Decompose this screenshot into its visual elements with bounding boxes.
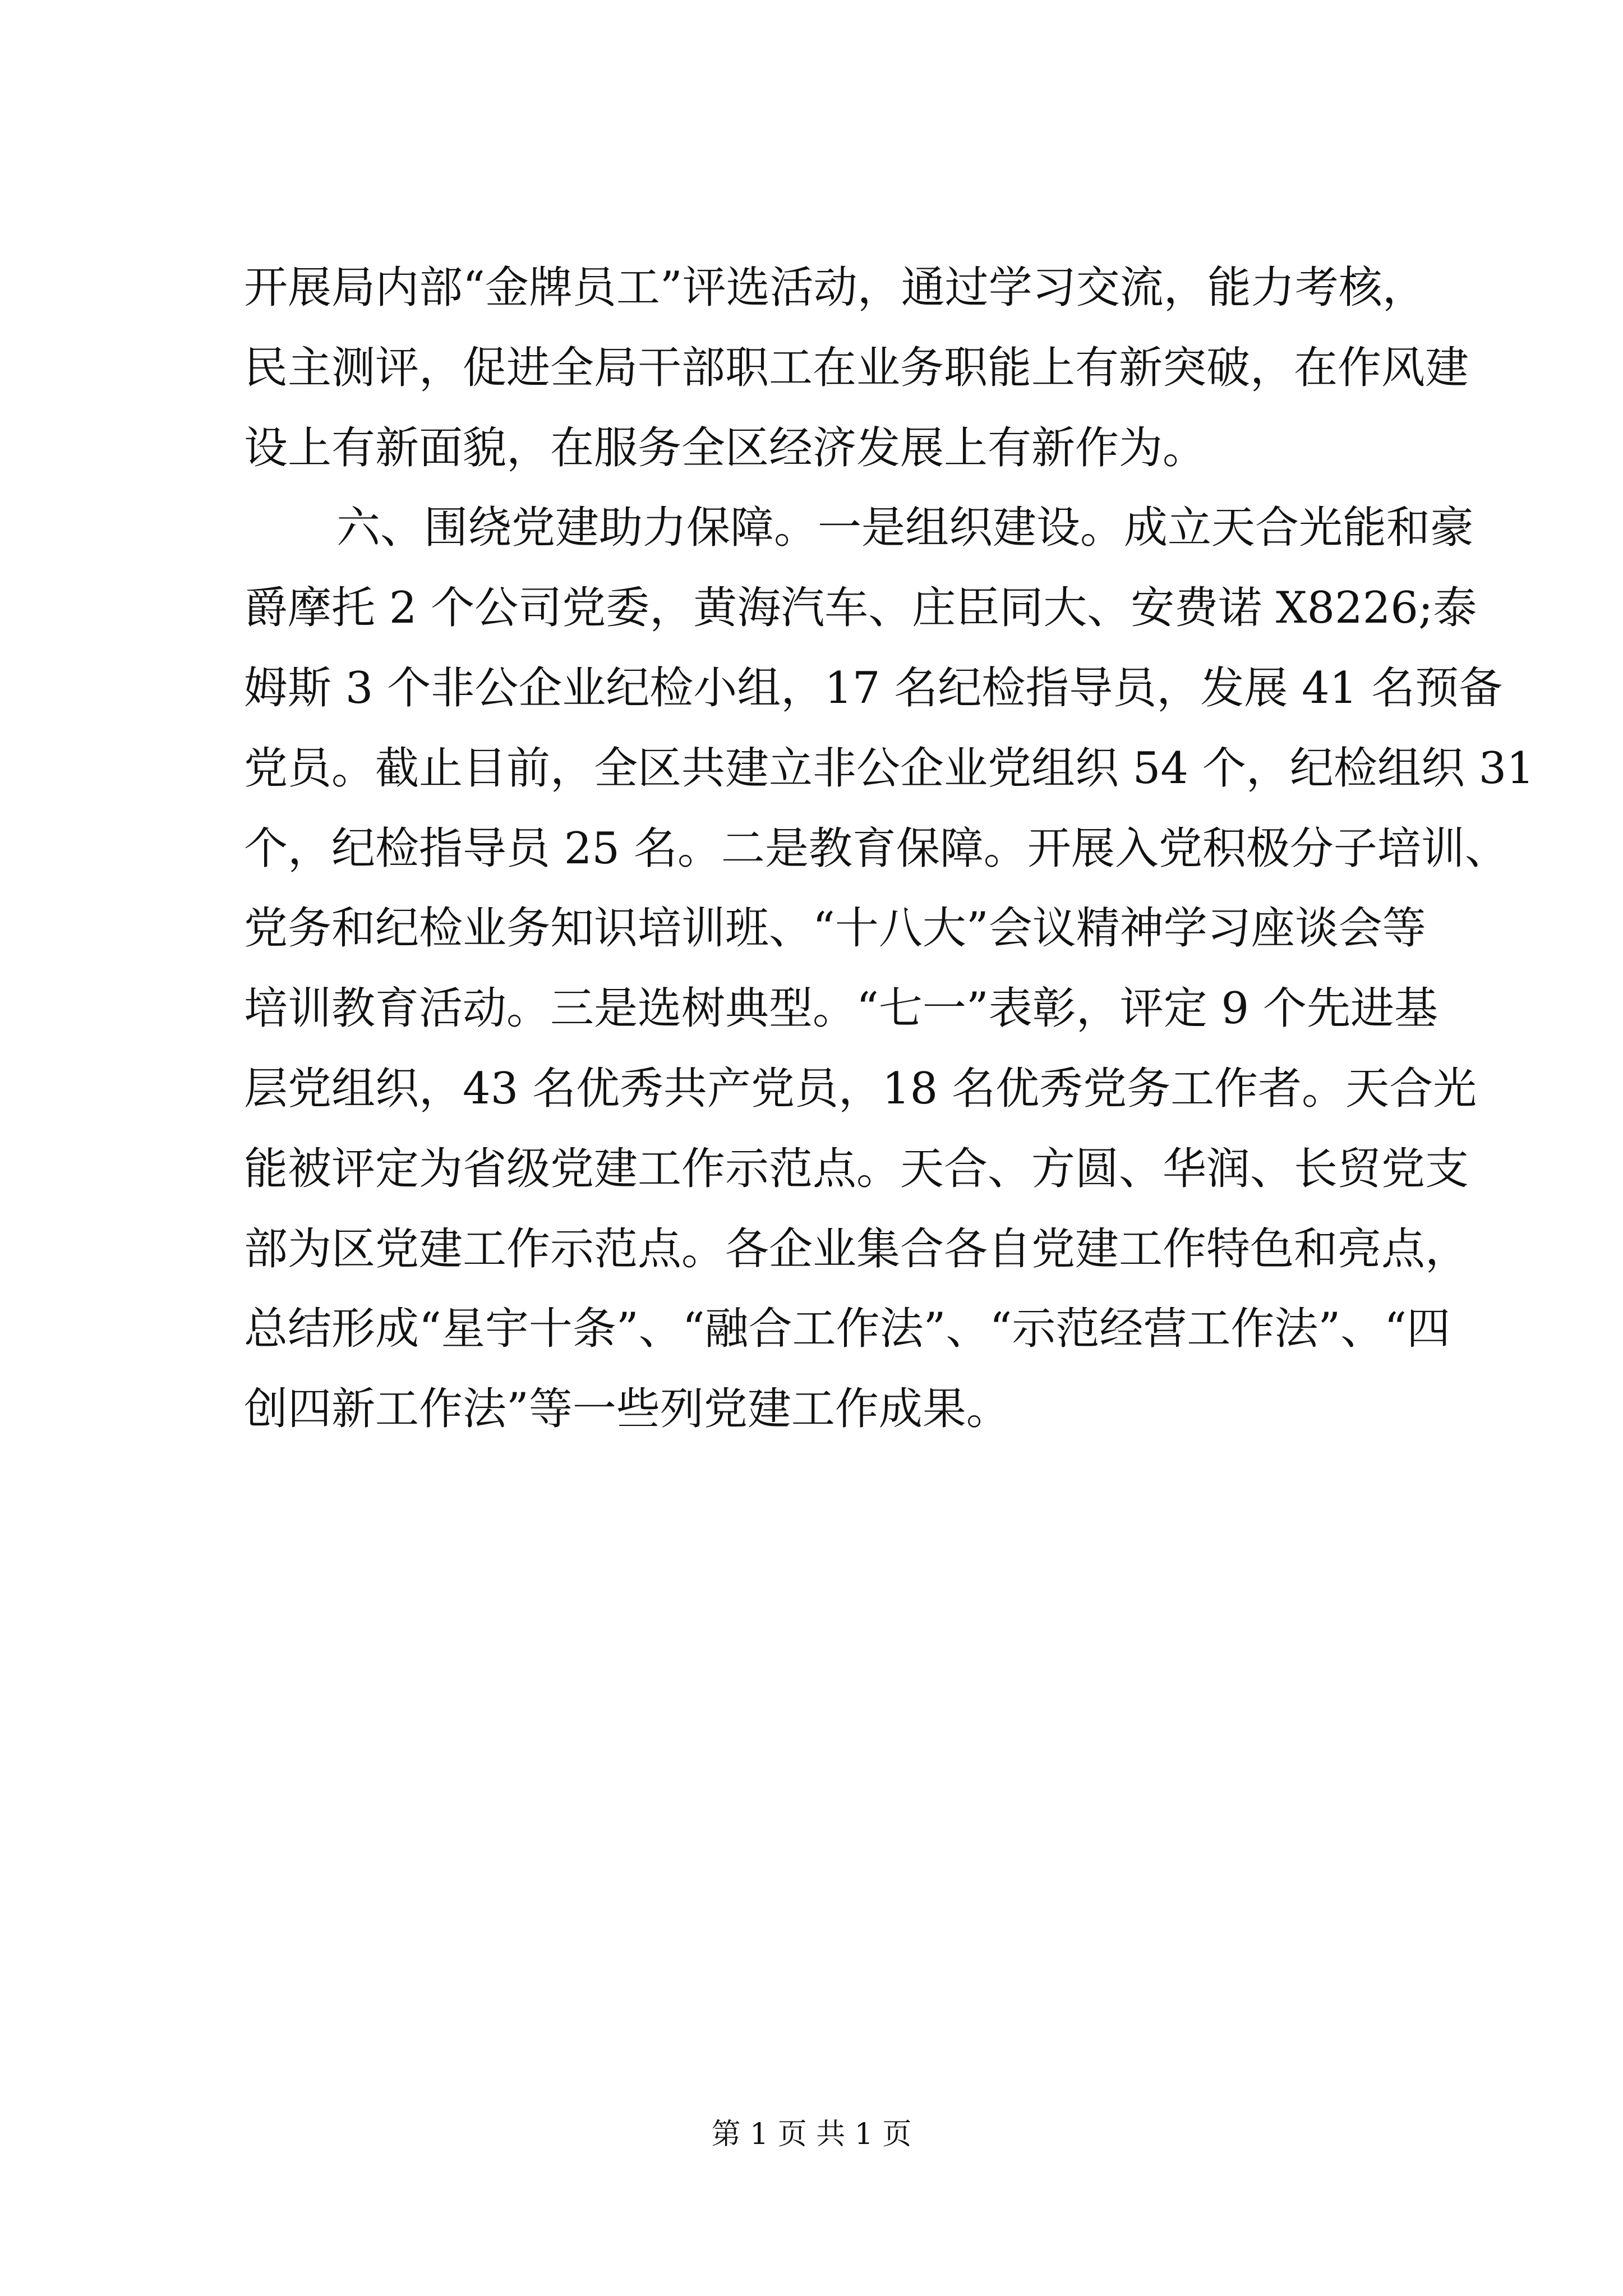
text-line: 个，纪检指导员 25 名。二是教育保障。开展入党积极分子培训、 <box>244 823 1509 874</box>
text-line: 爵摩托 2 个公司党委，黄海汽车、庄臣同大、安费诺 X8226;泰 <box>244 583 1477 634</box>
text-line: 民主测评，促进全局干部职工在业务职能上有新突破，在作风建 <box>244 342 1469 393</box>
body-text <box>244 248 1534 1450</box>
text-line: 党务和纪检业务知识培训班、“十八大”会议精神学习座谈会等 <box>244 903 1426 954</box>
text-line: 部为区党建工作示范点。各企业集合各自党建工作特色和亮点， <box>244 1223 1469 1274</box>
text-line: 总结形成“星宇十条”、“融合工作法”、“示范经营工作法”、“四 <box>244 1304 1451 1355</box>
text-line: 开展局内部“金牌员工”评选活动，通过学习交流，能力考核， <box>244 263 1426 313</box>
text-line: 培训教育活动。三是选树典型。“七一”表彰，评定 9 个先进基 <box>244 983 1438 1034</box>
paragraph-start-line: 六、围绕党建助力保障。一是组织建设。成立天合光能和豪 <box>336 503 1474 554</box>
text-line: 党员。截止目前，全区共建立非公企业党组织 54 个，纪检组织 31 <box>244 743 1534 794</box>
text-line: 层党组织，43 名优秀共产党员，18 名优秀党务工作者。天合光 <box>244 1063 1477 1114</box>
text-line: 设上有新面貌，在服务全区经济发展上有新作为。 <box>244 422 1207 473</box>
text-line: 创四新工作法”等一些列党建工作成果。 <box>244 1384 1010 1435</box>
text-line: 姆斯 3 个非公企业纪检小组，17 名纪检指导员，发展 41 名预备 <box>244 662 1503 714</box>
text-line: 能被评定为省级党建工作示范点。天合、方圆、华润、长贸党支 <box>244 1143 1469 1194</box>
page-number-footer: 第 1 页 共 1 页 <box>711 2118 912 2151</box>
